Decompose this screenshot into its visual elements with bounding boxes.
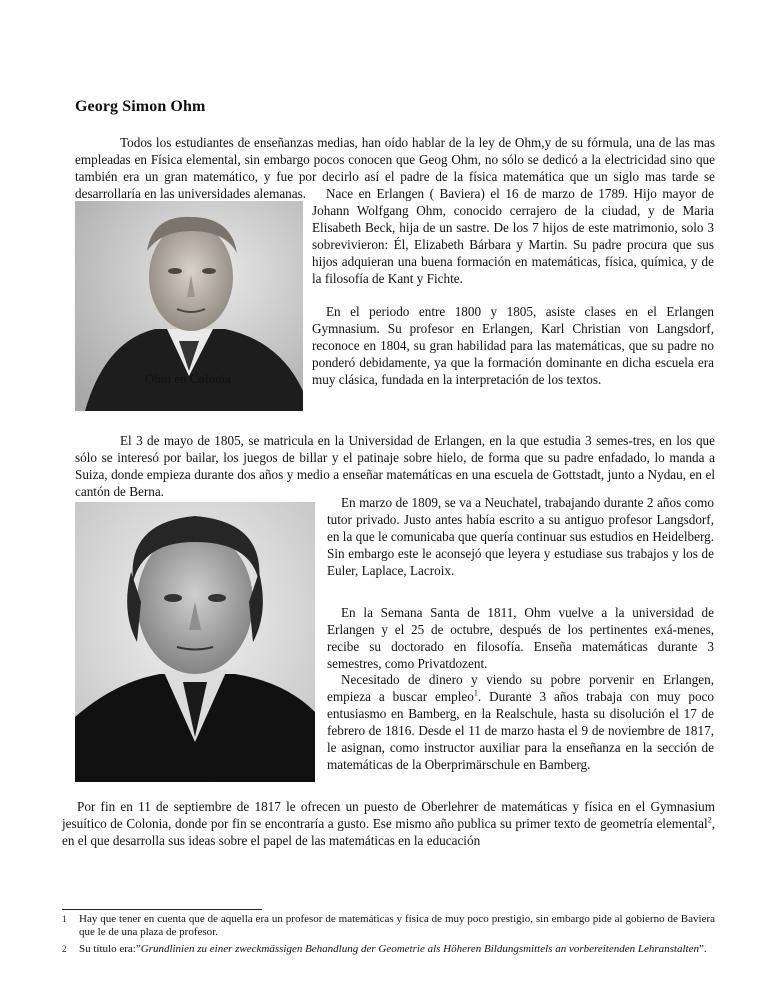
birth-paragraph: Nace en Erlangen ( Baviera) el 16 de marzo de 1789. Hijo mayor de Johann Wolfgang Ohm, conocido cerrajero de la ciudad, y de Maria Elisabeth Beck, hija de un sastre. De los 7 hijos de este matrimonio, solo 3 sobrevivieron: Él, Elizabeth Bárbara y Martin. Su padre procura que sus hijos adquieran una buena formación en matemáticas, física, química, y de la filosofía de Kant y Fichte.: [312, 186, 714, 286]
cologne-paragraph: Por fin en 11 de septiembre de 1817 le ofrecen un puesto de Oberlehrer de matemáticas y física en el Gymnasium jesuítico de Colonia, donde por fin se encontraría a gusto. Ese mismo año publica su primer texto de geometría elemental$^2$, en el que desarrolla sus ideas sobre el papel de las matemáticas en la educación: [62, 799, 715, 848]
bamberg-paragraph: Necesitado de dinero y viendo su pobre porvenir en Erlangen, empieza a buscar empleo$^1$. Durante 3 años trabaja con muy poco entusiasmo en Bamberg, en la Realschule, hasta su disolución el 17 de febrero de 1816. Desde el 11 de marzo hasta el 9 de noviembre de 1817, le asignan, como instructor auxiliar para la enseñanza en la sección de matemáticas de la Oberprimärschule en Bamberg.: [327, 672, 715, 772]
footnote-1: 1 Hay que tener en cuenta que de aquella era un profesor de matemáticas y física de muy poco prestigio, sin embargo pide al gobierno de Baviera que le de una plaza de profesor.: [62, 913, 715, 939]
footnote-number: 2: [62, 944, 67, 954]
photo-caption-40-years: Ohm a los 40 años: [121, 767, 218, 782]
footnote-number: 1: [62, 914, 67, 924]
page-title: Georg Simon Ohm: [75, 98, 206, 115]
footnote-2: 2 Su título era:”Grundlinien zu einer zweckmässigen Behandlung der Geometrie als Höheren Bildungsmittels an vorbereitenden Lehranstalten”.: [62, 943, 707, 955]
photo-caption-cologne: Ohm en Colonia: [145, 371, 231, 386]
footnote-divider: [62, 909, 262, 910]
university-paragraph: El 3 de mayo de 1805, se matricula en la Universidad de Erlangen, en la que estudia 3 semes-tres, en los que sólo se interesó por bailar, los juegos de billar y el patinaje sobre hielo, de forma que su padre enfadado, lo manda a Suiza, donde empieza durante dos años y medio a enseñar matemáticas en una escuela de Gottstadt, junto a Nydau, en el cantón de Berna.: [75, 433, 715, 499]
neuchatel-paragraph: En marzo de 1809, se va a Neuchatel, trabajando durante 2 años como tutor privado. Justo antes había escrito a su antiguo profesor Langsdorf, en la que le comunicaba que quería continuar sus estudios en Heidelberg. Sin embargo este le aconsejó que leyera y estudiase sus trabajos y los de Euler, Laplace, Lacroix.: [327, 495, 714, 578]
footnote-ref-1[interactable]: 1: [473, 688, 478, 698]
portrait-photo-40-years: [75, 502, 315, 782]
doctorate-paragraph: En la Semana Santa de 1811, Ohm vuelve a la universidad de Erlangen y el 25 de octubre, después de los pertinentes exá-menes, recibe su doctorado en filosofía. Enseña matemáticas durante 3 semestres, como Privatdozent.: [327, 605, 714, 671]
intro-paragraph: Todos los estudiantes de enseñanzas medias, han oído hablar de la ley de Ohm,y de su fórmula, una de las mas empleadas en Física elemental, sin embargo pocos conocen que Geog Ohm, no sólo se dedicó a la electricidad sino que también era un gran matemático, y fue por decirlo así el padre de la física matemática que un siglo mas tarde se desarrollaría en las universidades alemanas.: [75, 135, 715, 201]
portrait-image-2: [75, 502, 315, 782]
footnote-ref-2[interactable]: 2: [707, 815, 712, 825]
gymnasium-paragraph: En el periodo entre 1800 y 1805, asiste clases en el Erlangen Gymnasium. Su profesor en Erlangen, Karl Christian von Langsdorf, reconoce en 1804, su gran habilidad para las matemáticas, que su padre no ponderó debidamente, ya que la formación dominante en dicha escuela era muy clásica, fundada en la interpretación de los textos.: [312, 304, 714, 387]
